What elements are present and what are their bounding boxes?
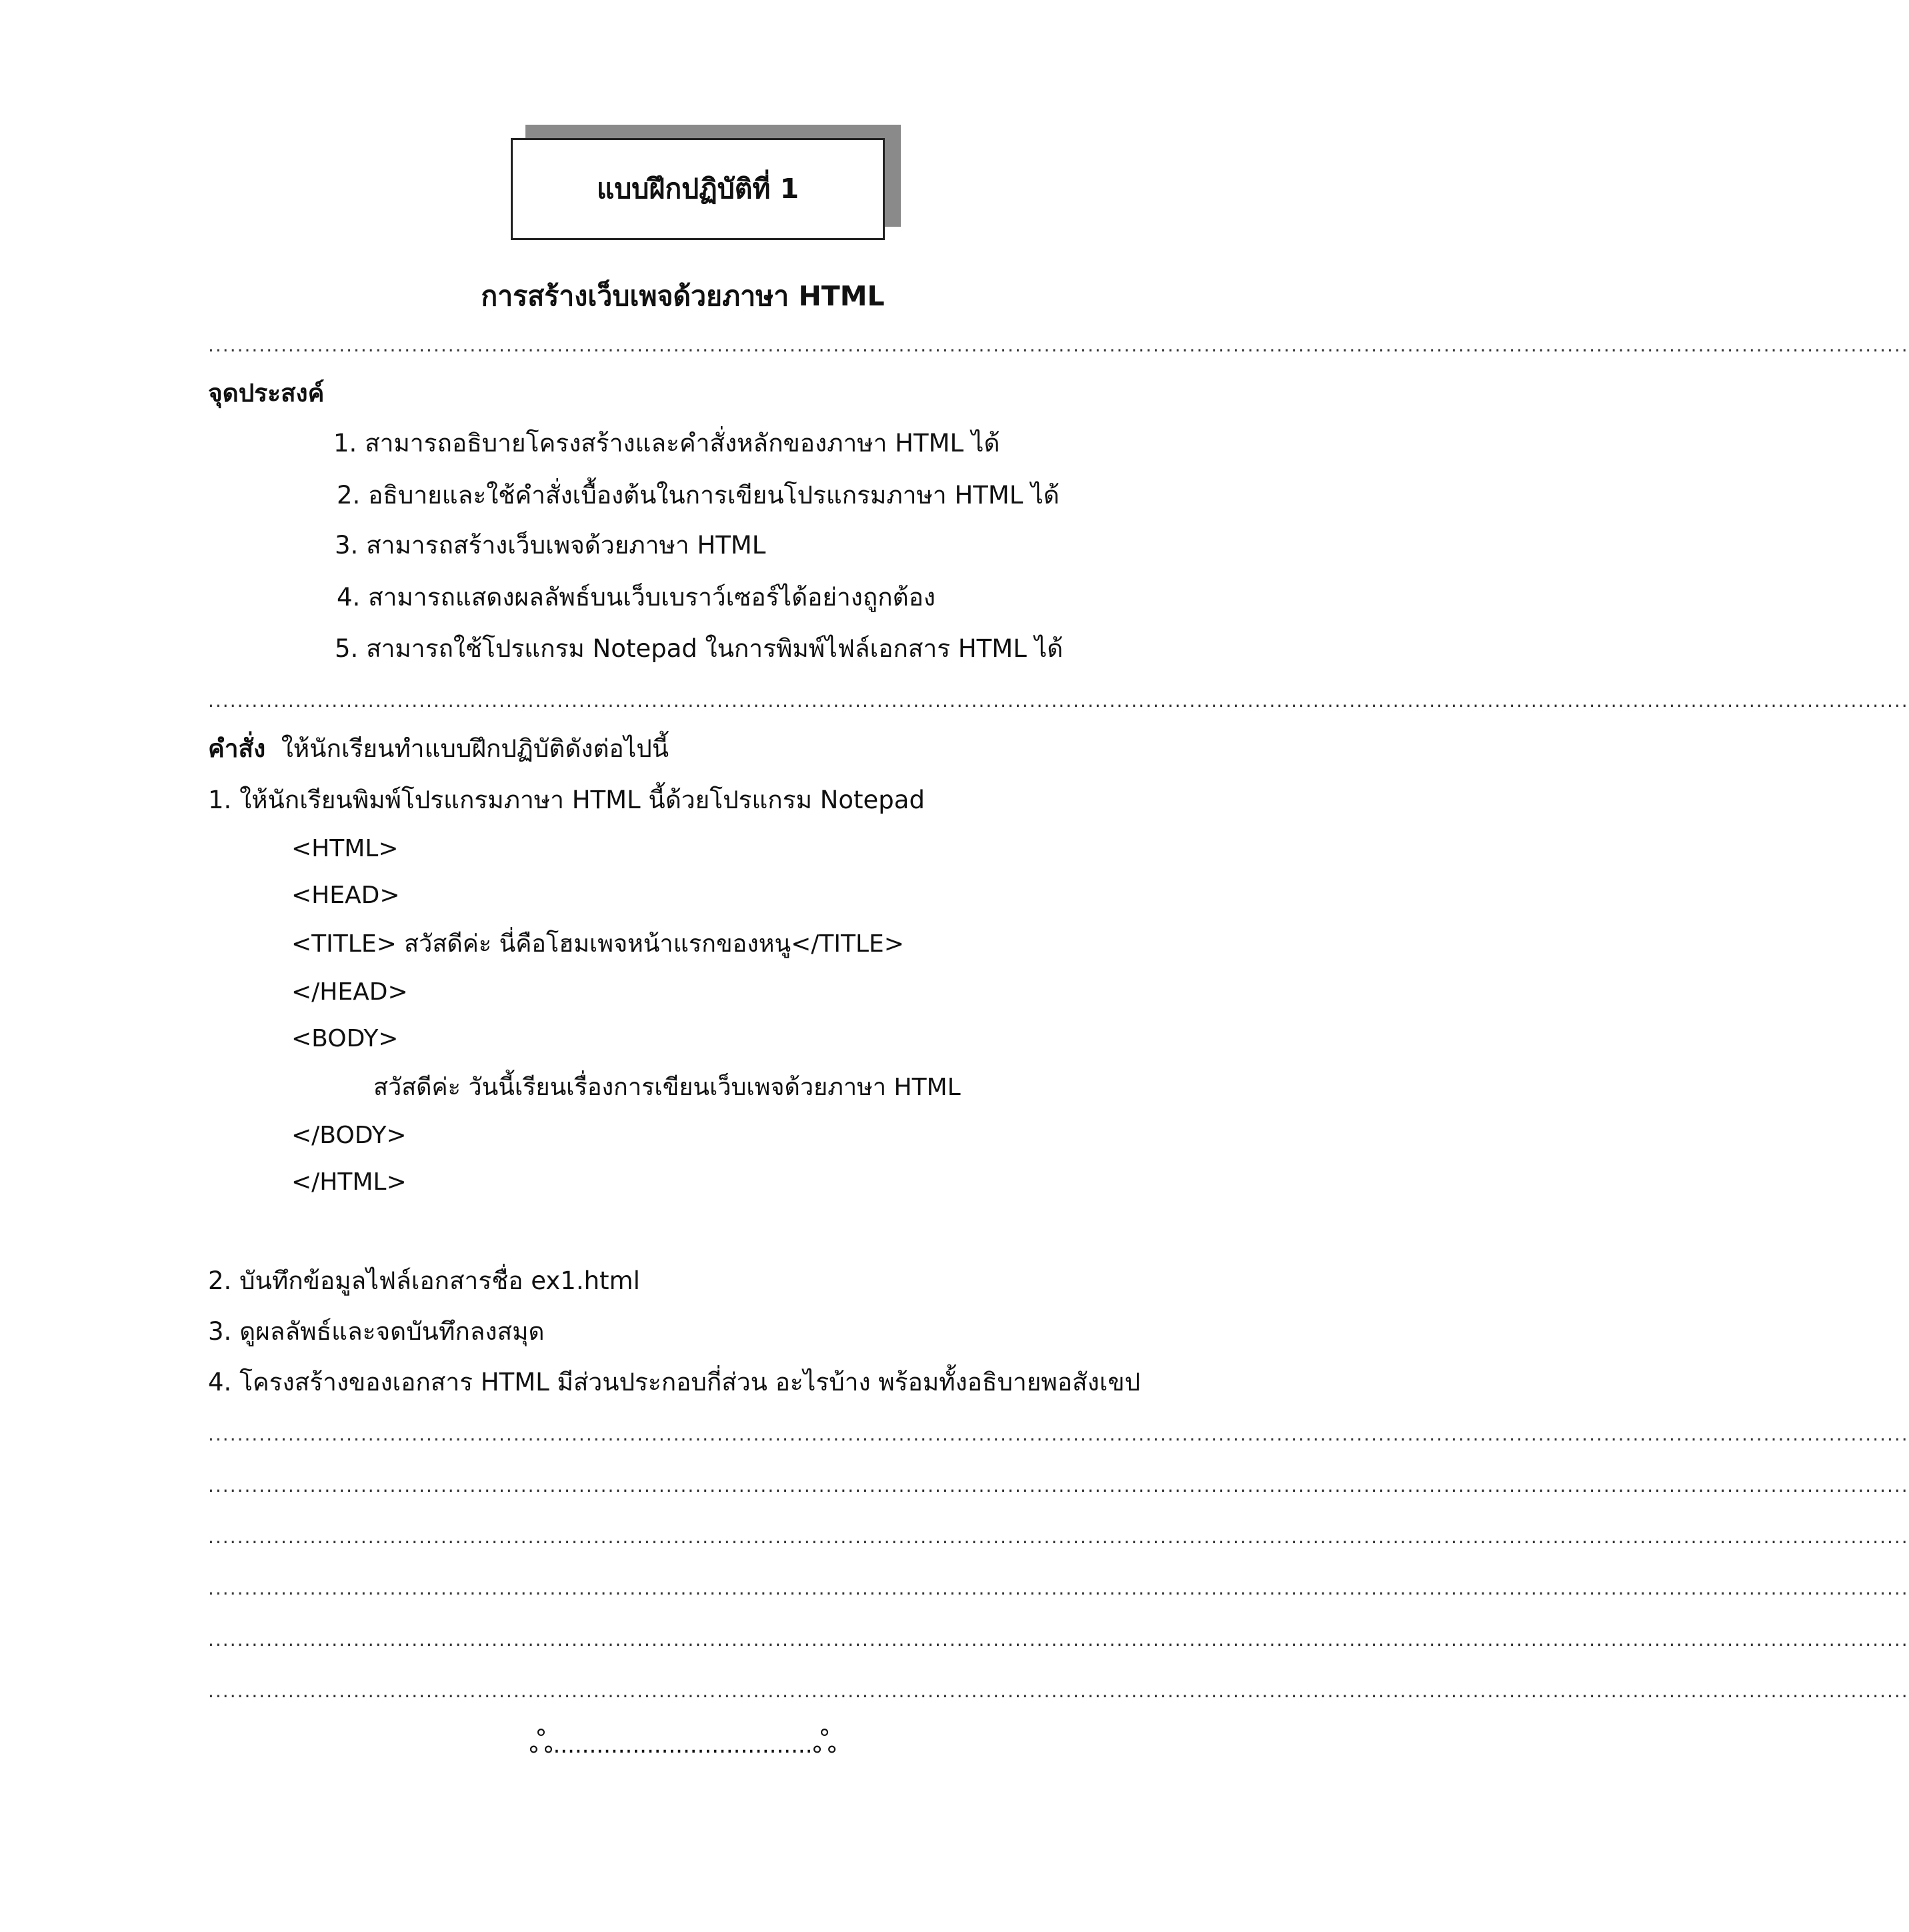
page-subtitle: การสร้างเว็บเพจด้วยภาษา HTML	[481, 280, 885, 312]
answer-line: ..........................................................................................................................................................................................................................................	[208, 1680, 1909, 1702]
page-title: แบบฝึกปฏิบัติที่ 1	[596, 173, 799, 205]
footer-dots: ....................................	[553, 1732, 813, 1759]
objective-item: 1. สามารถอธิบายโครงสร้างและคำสั่งหลักของภาษา HTML ได้	[333, 429, 1000, 457]
step-3: 3. ดูผลลัพธ์และจดบันทึกลงสมุด	[208, 1317, 545, 1346]
right-ornament-icon: ஃ	[812, 1724, 837, 1760]
code-html-open: <HTML>	[291, 835, 399, 862]
instruction-label: คำสั่ง	[208, 734, 266, 763]
answer-line: ..........................................................................................................................................................................................................................................	[208, 1475, 1909, 1497]
instruction-line	[208, 732, 669, 766]
instruction-text: ให้นักเรียนทำแบบฝึกปฏิบัติดังต่อไปนี้	[281, 734, 669, 763]
code-head-close: </HEAD>	[291, 978, 408, 1006]
separator-line: ..........................................................................................................................................................................................................................................	[208, 690, 1909, 712]
objective-item: 2. อธิบายและใช้คำสั่งเบื้องต้นในการเขียนโปรแกรมภาษา HTML ได้	[337, 481, 1060, 510]
code-title-line	[291, 928, 904, 961]
left-ornament-icon: ஃ	[529, 1724, 553, 1760]
title-box	[511, 138, 885, 240]
answer-line: ..........................................................................................................................................................................................................................................	[208, 1526, 1909, 1548]
code-title-text: สวัสดีค่ะ นี่คือโฮมเพจหน้าแรกของหนู	[396, 930, 791, 958]
answer-line: ..........................................................................................................................................................................................................................................	[208, 1423, 1909, 1445]
code-body-text: สวัสดีค่ะ วันนี้เรียนเรื่องการเขียนเว็บเพจด้วยภาษา HTML	[373, 1074, 961, 1101]
objectives-heading: จุดประสงค์	[208, 379, 325, 407]
objective-item: 3. สามารถสร้างเว็บเพจด้วยภาษา HTML	[335, 531, 766, 560]
step-1: 1. ให้นักเรียนพิมพ์โปรแกรมภาษา HTML นี้ด้วยโปรแกรม Notepad	[208, 786, 925, 814]
objective-item: 4. สามารถแสดงผลลัพธ์บนเว็บเบราว์เซอร์ได้อย่างถูกต้อง	[337, 583, 935, 612]
answer-line: ..........................................................................................................................................................................................................................................	[208, 1629, 1909, 1651]
code-title-open: <TITLE>	[291, 930, 397, 958]
code-head-open: <HEAD>	[291, 882, 400, 909]
objective-item: 5. สามารถใช้โปรแกรม Notepad ในการพิมพ์ไฟล์เอกสาร HTML ได้	[335, 634, 1064, 663]
answer-line: ..........................................................................................................................................................................................................................................	[208, 1577, 1909, 1599]
footer-ornament	[0, 1724, 1366, 1765]
separator-line: ..........................................................................................................................................................................................................................................	[208, 334, 1909, 356]
step-4: 4. โครงสร้างของเอกสาร HTML มีส่วนประกอบกี่ส่วน อะไรบ้าง พร้อมทั้งอธิบายพอสังเขป	[208, 1368, 1141, 1396]
code-title-close: </TITLE>	[791, 930, 904, 958]
code-body-open: <BODY>	[291, 1025, 399, 1052]
code-body-close: </BODY>	[291, 1122, 407, 1149]
step-2: 2. บันทึกข้อมูลไฟล์เอกสารชื่อ ex1.html	[208, 1266, 640, 1295]
code-html-close: </HTML>	[291, 1168, 407, 1196]
